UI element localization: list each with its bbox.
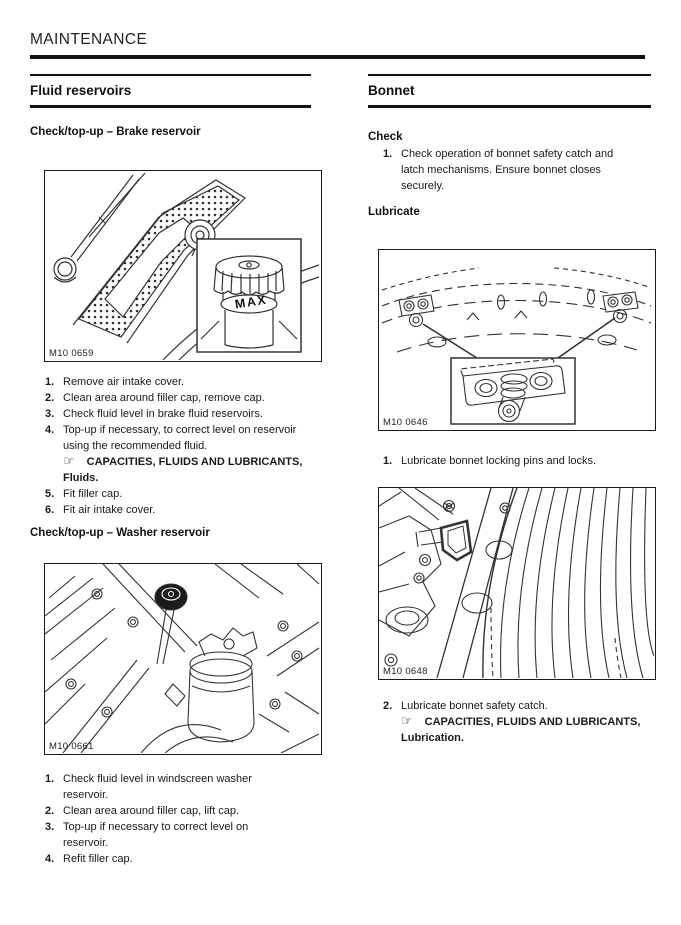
figure-brake-reservoir (44, 170, 322, 362)
bonnet-section-head (368, 74, 651, 108)
step-text: Lubricate bonnet locking pins and locks. (401, 455, 597, 467)
step-number: 2. (383, 700, 393, 712)
ref-text: CAPACITIES, FLUIDS AND LUBRICANTS, Lubrication. (401, 716, 641, 744)
step-text: Check fluid level in brake fluid reservoirs. (63, 408, 263, 420)
step-item (45, 406, 326, 422)
step-item (45, 422, 326, 486)
step-number: 1. (45, 773, 55, 785)
lubricate-steps-list-1 (368, 453, 666, 469)
brake-reservoir-illustration (45, 171, 320, 360)
step-number: 2. (45, 805, 55, 817)
step-text: Clean area around filler cap, lift cap. (63, 805, 240, 817)
step-number: 4. (45, 424, 55, 436)
step-text: Top-up if necessary to correct level on reservoir. (63, 821, 249, 849)
step-text: Remove air intake cover. (63, 376, 185, 388)
rule (30, 105, 311, 108)
figure-washer-reservoir (44, 563, 322, 755)
ref-pointer-icon: ☞ (63, 454, 75, 469)
page-title: MAINTENANCE (30, 31, 148, 48)
step-item (383, 146, 666, 194)
reference-line (401, 714, 660, 746)
step-text (63, 422, 326, 486)
step-number: 5. (45, 488, 55, 500)
step-number: 6. (45, 504, 55, 516)
figure-label: M10 0661 (49, 741, 94, 752)
step-number: 3. (45, 408, 55, 420)
brake-reservoir-heading: Check/top-up – Brake reservoir (30, 126, 201, 138)
ref-pointer-icon: ☞ (401, 714, 413, 729)
step-text: Fit filler cap. (63, 488, 123, 500)
step-item (45, 819, 326, 851)
figure-label: M10 0659 (49, 348, 94, 359)
header-rule (30, 55, 645, 59)
fluid-section-title: Fluid reservoirs (30, 83, 132, 98)
ref-text: CAPACITIES, FLUIDS AND LUBRICANTS, Fluids. (63, 456, 303, 484)
figure-label: M10 0648 (383, 666, 428, 677)
washer-reservoir-illustration (45, 564, 320, 753)
step-item (45, 390, 326, 406)
step-number: 1. (45, 376, 55, 388)
washer-steps-list (30, 771, 326, 867)
fluid-reservoirs-section-head (30, 74, 311, 108)
washer-reservoir-heading: Check/top-up – Washer reservoir (30, 527, 210, 539)
reference-line (63, 454, 320, 486)
check-steps-list (368, 146, 666, 194)
step-item (383, 453, 666, 469)
step-text: Refit filler cap. (63, 853, 133, 865)
step-text: Check operation of bonnet safety catch and latch mechanisms. Ensure bonnet closes securely. (401, 148, 614, 192)
step-item (45, 486, 326, 502)
step-item (45, 502, 326, 518)
step-item (45, 803, 326, 819)
step-item (45, 851, 326, 867)
brake-steps-list (30, 374, 326, 518)
figure-label: M10 0646 (383, 417, 428, 428)
step-text: Fit air intake cover. (63, 504, 156, 516)
step-number: 1. (383, 148, 393, 160)
bonnet-section-title: Bonnet (368, 83, 415, 98)
step-number: 1. (383, 455, 393, 467)
bonnet-pins-illustration (379, 250, 654, 429)
step-number: 3. (45, 821, 55, 833)
step-text: Clean area around filler cap, remove cap. (63, 392, 265, 404)
step-text (401, 698, 666, 746)
step-item (383, 698, 666, 746)
step-text-body: Top-up if necessary, to correct level on reservoir using the recommended fluid. (63, 424, 297, 452)
check-heading: Check (368, 131, 403, 143)
safety-catch-illustration (379, 488, 654, 678)
step-text: Check fluid level in windscreen washer reservoir. (63, 773, 252, 801)
rule (368, 105, 651, 108)
step-text-body: Lubricate bonnet safety catch. (401, 700, 548, 712)
figure-bonnet-pins (378, 249, 656, 431)
step-item (45, 374, 326, 390)
lubricate-steps-list-2 (368, 698, 666, 746)
step-number: 2. (45, 392, 55, 404)
figure-safety-catch (378, 487, 656, 680)
lubricate-heading: Lubricate (368, 206, 420, 218)
step-number: 4. (45, 853, 55, 865)
step-item (45, 771, 326, 803)
max-marking: MAX (233, 292, 269, 312)
